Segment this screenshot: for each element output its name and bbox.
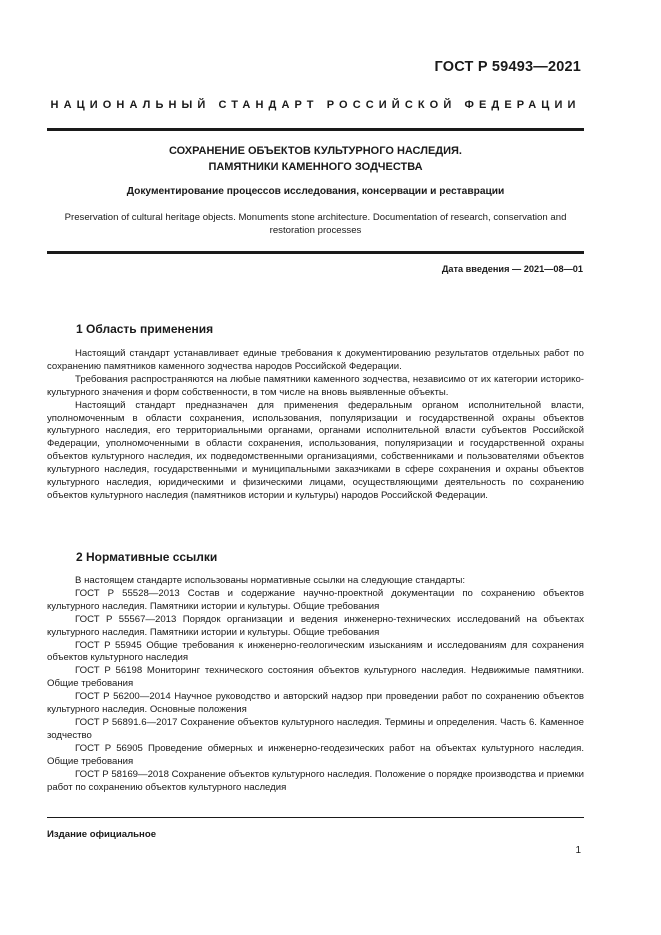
title-divider xyxy=(47,251,584,254)
top-divider xyxy=(47,128,584,131)
references-intro: В настоящем стандарте использованы нормативные ссылки на следующие стандарты: xyxy=(75,575,466,586)
section-1-body xyxy=(47,348,584,503)
reference-item: ГОСТ Р 55528—2013 Состав и содержание научно-проектной документации по сохранению объектов культурного наследия. Памятники истории и культуры. Общие требования xyxy=(47,587,584,612)
reference-item: ГОСТ Р 56200—2014 Научное руководство и авторский надзор при проведении работ по сохранению объектов культурного наследия. Основные положения xyxy=(47,691,584,716)
section-2-heading: 2 Нормативные ссылки xyxy=(76,550,218,564)
reference-item: ГОСТ Р 56905 Проведение обмерных и инженерно-геодезических работ на объектах культурного наследия. Общие требования xyxy=(47,742,584,767)
reference-item: ГОСТ Р 55945 Общие требования к инженерно-геологическим изысканиям и исследованиям для сохранения объектов культурного наследия xyxy=(47,639,584,664)
english-title: Preservation of cultural heritage objects. Monuments stone architecture. Documentation of research, conservation and restoration processes xyxy=(64,212,567,236)
normative-references-list xyxy=(47,575,584,794)
section-1-paragraph: Настоящий стандарт устанавливает единые требования к документированию результатов отдельных работ по сохранению памятников каменного зодчества народов Российской Федерации. xyxy=(47,348,584,372)
national-standard-banner: НАЦИОНАЛЬНЫЙ СТАНДАРТ РОССИЙСКОЙ ФЕДЕРАЦИИ xyxy=(50,99,581,111)
section-1-heading: 1 Область применения xyxy=(76,322,214,336)
title-line-1: СОХРАНЕНИЕ ОБЪЕКТОВ КУЛЬТУРНОГО НАСЛЕДИЯ. xyxy=(169,145,462,157)
reference-item: ГОСТ Р 58169—2018 Сохранение объектов культурного наследия. Положение о порядке производства и приемки работ по сохранению объектов культурного наследия xyxy=(47,768,585,793)
title-line-2: ПАМЯТНИКИ КАМЕННОГО ЗОДЧЕСТВА xyxy=(208,161,423,173)
document-subtitle: Документирование процессов исследования, консервации и реставрации xyxy=(126,186,505,197)
section-1-paragraph: Настоящий стандарт предназначен для применения федеральным органом исполнительной власти, уполномоченным в области сохранения, использования, популяризации и государственной охраны объектов культурного наследия, его территориальными органами, органами исполнительной власти субъектов Российской Федерации, уполномоченными в области сохранения, использования, популяризации и государственной охраны объектов культурного наследия, их подведомственными организациями, собственниками и пользователями объектов культурного наследия, государственными и муниципальными заказчиками в сфере сохранения и охраны объектов культурного наследия, юридическими и физическими лицами, осуществляющими деятельность по сохранению объектов культурного наследия (памятников истории и культуры) народов Российской Федерации. xyxy=(47,399,584,501)
reference-item: ГОСТ Р 56891.6—2017 Сохранение объектов культурного наследия. Термины и определения. Часть 6. Каменное зодчество xyxy=(47,716,584,741)
standard-number: ГОСТ Р 59493—2021 xyxy=(434,59,581,75)
introduction-date: Дата введения — 2021—08—01 xyxy=(441,264,583,274)
document-title xyxy=(47,143,584,175)
footer-divider xyxy=(47,817,584,818)
reference-item: ГОСТ Р 56198 Мониторинг технического состояния объектов культурного наследия. Недвижимые памятники. Общие требования xyxy=(47,665,584,690)
official-edition-label: Издание официальное xyxy=(47,829,157,840)
reference-item: ГОСТ Р 55567—2013 Порядок организации и ведения инженерно-технических исследований на объектах культурного наследия. Памятники истории и культуры. Общие требования xyxy=(47,613,584,638)
section-1-paragraph: Требования распространяются на любые памятники каменного зодчества, независимо от их категории историко-культурного значения и форм собственности, в том числе на вновь выявленные объекты. xyxy=(47,373,584,398)
page-number: 1 xyxy=(575,845,581,856)
